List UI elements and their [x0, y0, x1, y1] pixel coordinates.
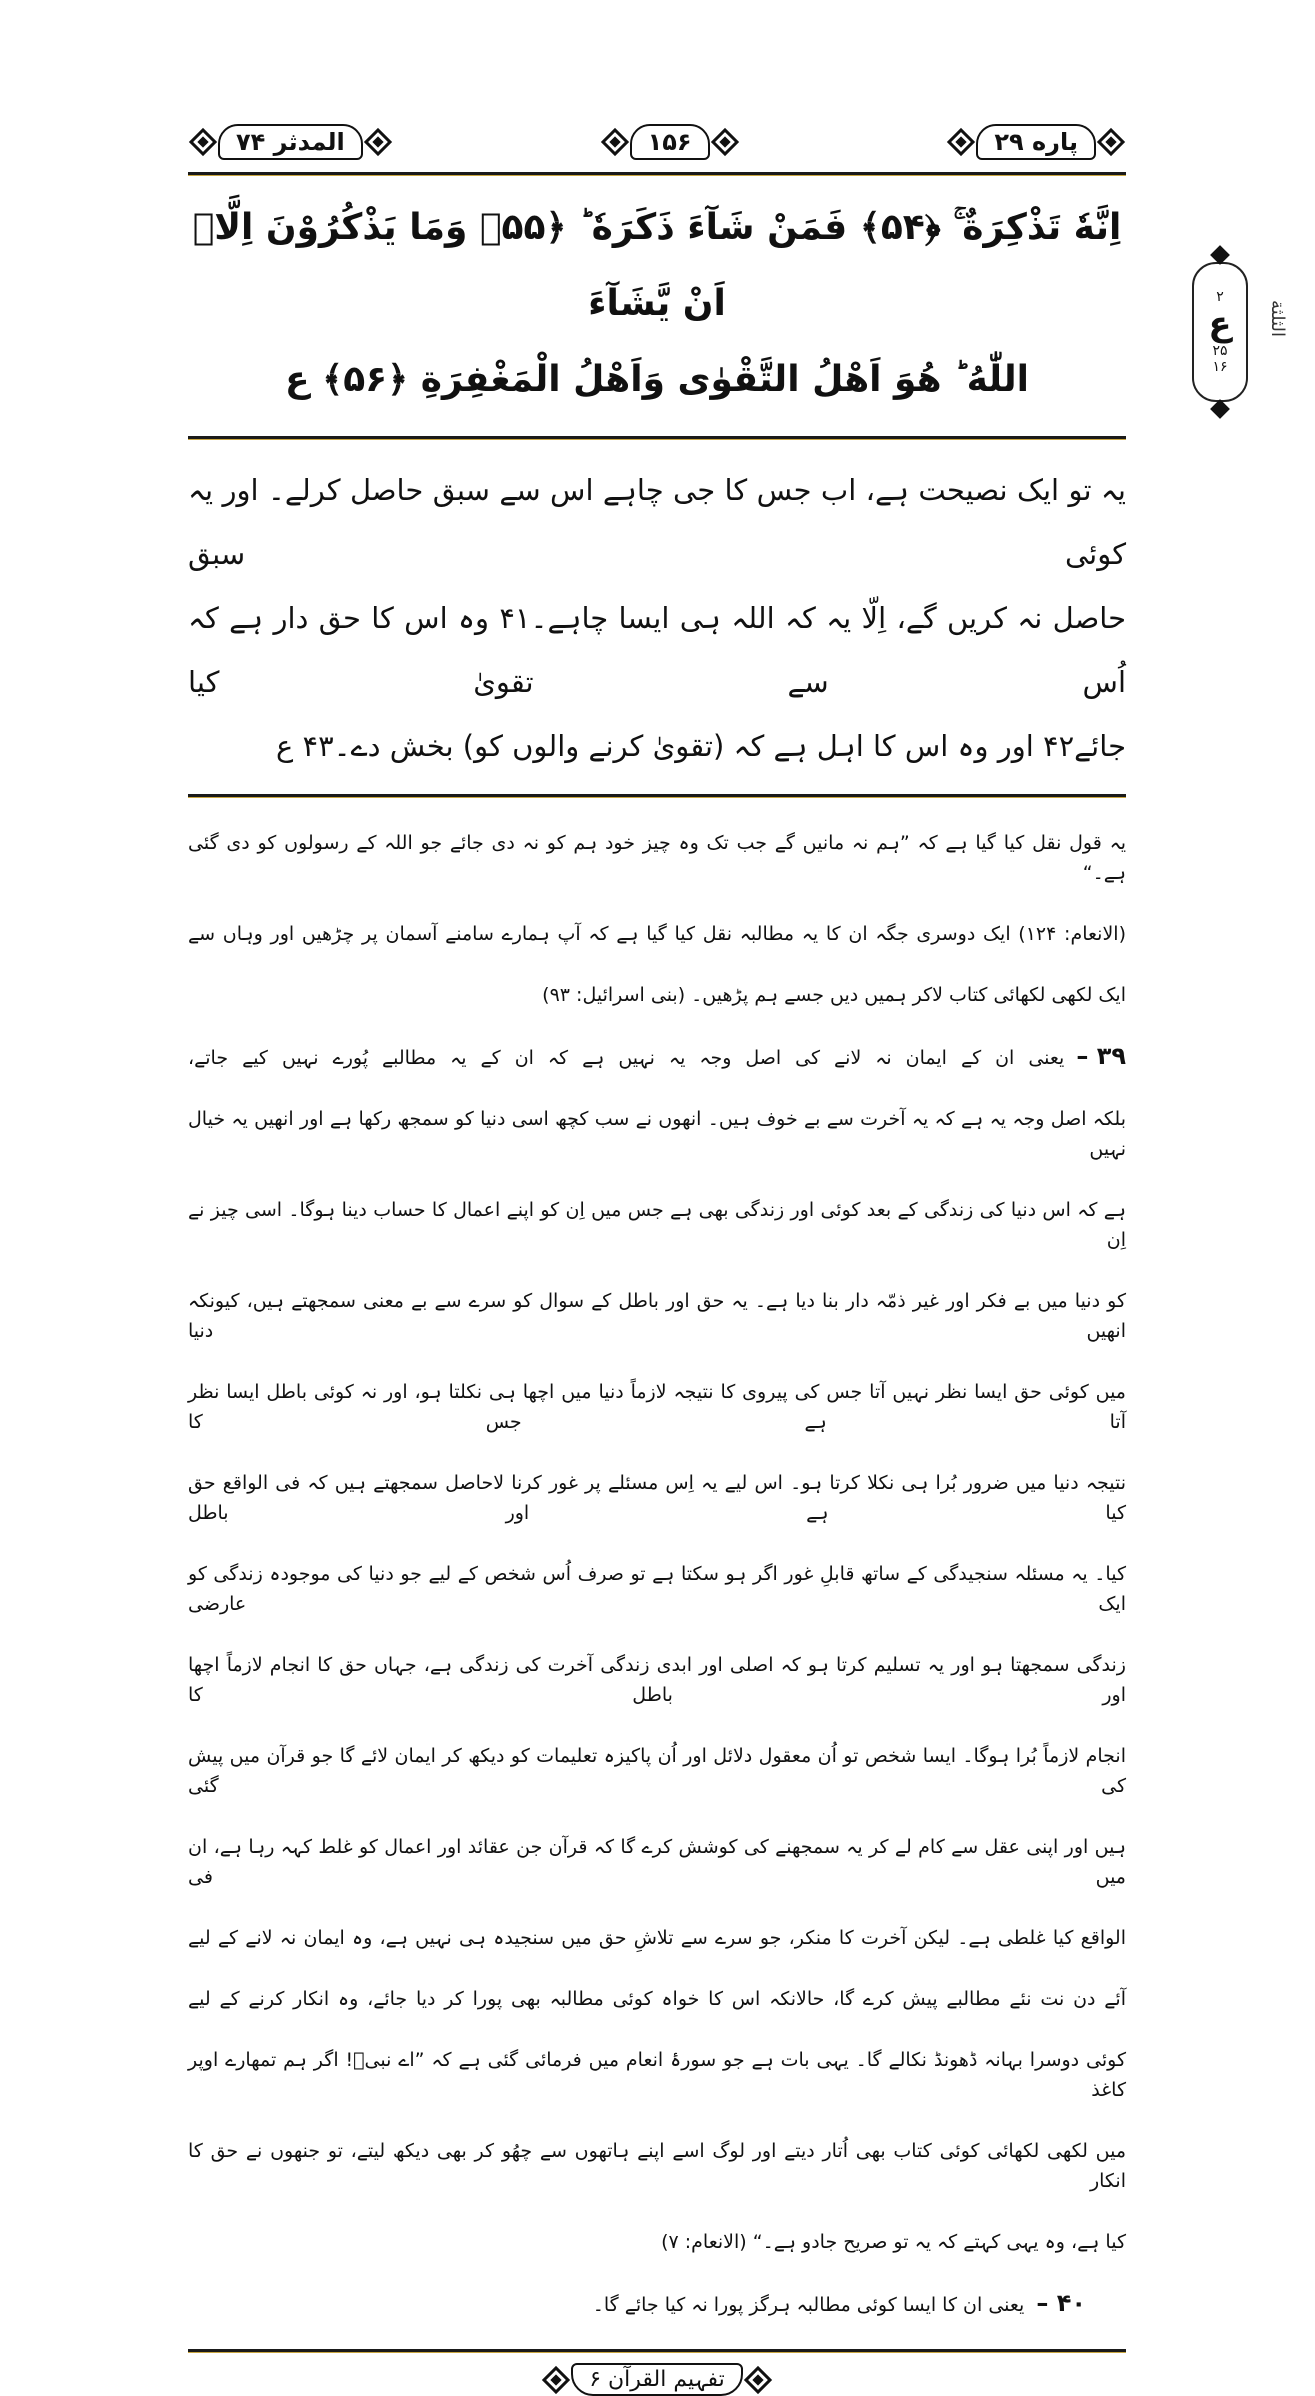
ornament-icon	[363, 127, 393, 157]
footnote-line: میں لکھی لکھائی کوئی کتاب بھی اُتار دیتے اور لوگ اسے اپنے ہاتھوں سے چھُو کر بھی دیکھ لیتے، تو جنھوں نے حق کا انکار	[188, 2140, 1126, 2192]
ornament-icon	[188, 127, 218, 157]
quarter-marker-label: الثلثة	[1267, 300, 1288, 337]
arabic-verses	[188, 176, 1126, 436]
footnote-39-first-line	[188, 1025, 1126, 1088]
translation-line: یہ تو ایک نصیحت ہے، اب جس کا جی چاہے اس سے سبق حاصل کرلے۔ اور یہ کوئی سبق	[188, 473, 1126, 571]
para-header	[946, 124, 1126, 160]
page-number: ۱۵۶	[630, 124, 710, 160]
footnote-line: کو دنیا میں بے فکر اور غیر ذمّہ دار بنا دیا ہے۔ یہ حق اور باطل کے سوال کو سرے سے بے معنی سمجھتے ہیں، کیونکہ انھیں دنیا	[188, 1290, 1126, 1342]
page-number-header	[600, 124, 740, 160]
footnote-line: زندگی سمجھتا ہو اور یہ تسلیم کرتا ہو کہ اصلی اور ابدی زندگی آخرت کی زندگی ہے، جہاں حق کا انجام لازماً اچھا اور باطل کا	[188, 1654, 1126, 1706]
surah-label: المدثر ۷۴	[218, 124, 363, 160]
page-column	[188, 112, 1126, 2396]
footnote-line: (الانعام: ۱۲۴) ایک دوسری جگہ ان کا یہ مطالبہ نقل کیا گیا ہے کہ آپ ہمارے سامنے آسمان پر چڑھیں اور وہاں سے	[188, 923, 1126, 945]
arabic-verse-line: اِنَّهٗ تَذْكِرَةٌ ۚ ﴿۵۴﴾ فَمَنْ شَآءَ ذَكَرَهٗ ؕ ﴿۵۵﴾ وَمَا يَذْكُرُوْنَ اِلَّاۤ اَنْ يَّشَآءَ	[192, 207, 1122, 324]
ruku-top-number: ۲	[1216, 289, 1224, 305]
ornament-icon	[946, 127, 976, 157]
footnote-line: یعنی ان کے ایمان نہ لانے کی اصل وجہ یہ نہیں ہے کہ ان کے یہ مطالبے پُورے نہیں کیے جاتے،	[188, 1047, 1065, 1069]
footer	[188, 2353, 1126, 2396]
footnote-line: کیا۔ یہ مسئلہ سنجیدگی کے ساتھ قابلِ غور اگر ہو سکتا ہے تو صرف اُس شخص کے لیے جو دنیا کی موجودہ زندگی کو ایک عارضی	[188, 1563, 1126, 1615]
footnote-line: میں کوئی حق ایسا نظر نہیں آتا جس کی پیروی کا نتیجہ لازماً دنیا میں اچھا ہی نکلتا ہو، اور نہ کوئی باطل ایسا نظر آتا ہے جس کا	[188, 1381, 1126, 1433]
ornament-icon	[1096, 127, 1126, 157]
ruku-bottom-number: ۱۶	[1212, 359, 1228, 375]
footnote-line: یہ قول نقل کیا گیا ہے کہ ”ہم نہ مانیں گے جب تک وہ چیز خود ہم کو نہ دی جائے جو اللہ کے رسولوں کو دی گئی ہے۔“	[188, 832, 1126, 884]
translation-line: حاصل نہ کریں گے، اِلّا یہ کہ اللہ ہی ایسا چاہے۔۴۱ وہ اس کا حق دار ہے کہ اُس سے تقویٰ کیا	[188, 601, 1127, 699]
ornament-icon	[743, 2365, 773, 2395]
footnote-number: ۳۹ –	[1076, 1042, 1126, 1070]
footnotes	[188, 798, 1126, 2349]
footnote-line: آئے دن نت نئے مطالبے پیش کرے گا، حالانکہ اس کا خواہ کوئی مطالبہ بھی پورا کر دیا جائے، وہ انکار کرنے کے لیے	[188, 1988, 1126, 2010]
footnote-line: کیا ہے، وہ یہی کہتے کہ یہ تو صریح جادو ہے۔“ (الانعام: ۷)	[661, 2231, 1126, 2253]
arabic-verse-line: اللّٰهُ ؕ هُوَ اَهْلُ التَّقْوٰى وَاَهْلُ الْمَغْفِرَةِ ﴿۵۶﴾ ع	[284, 359, 1030, 400]
ruku-middle-number: ۲۵	[1212, 343, 1228, 359]
ornament-icon	[710, 127, 740, 157]
footnote-line: ہے کہ اس دنیا کی زندگی کے بعد کوئی اور زندگی بھی ہے جس میں اِن کو اپنے اعمال کا حساب دینا ہوگا۔ اسی چیز نے اِن	[188, 1199, 1126, 1251]
running-header	[188, 112, 1126, 172]
ruku-marker	[1192, 262, 1248, 402]
footnote-number: ۴۰ –	[1036, 2289, 1086, 2317]
surah-header	[188, 124, 393, 160]
footnote-line: بلکہ اصل وجہ یہ ہے کہ یہ آخرت سے بے خوف ہیں۔ انھوں نے سب کچھ اسی دنیا کو سمجھ رکھا ہے اور انھیں یہ خیال نہیں	[188, 1108, 1126, 1160]
para-label: پاره ۲۹	[976, 124, 1096, 160]
footnote-40	[188, 2272, 1126, 2335]
ornament-icon	[541, 2365, 571, 2395]
footnote-line: نتیجہ دنیا میں ضرور بُرا ہی نکلا کرتا ہو۔ اس لیے یہ اِس مسئلے پر غور کرنا لاحاصل سمجھتے ہیں کہ فی الواقع حق کیا ہے اور باطل	[188, 1472, 1126, 1524]
translation	[188, 440, 1126, 794]
translation-line: جائے۴۲ اور وہ اس کا اہل ہے کہ (تقویٰ کرنے والوں کو) بخش دے۔۴۳ ع	[275, 729, 1126, 763]
ornament-icon	[600, 127, 630, 157]
footnote-line: انجام لازماً بُرا ہوگا۔ ایسا شخص تو اُن معقول دلائل اور اُن پاکیزہ تعلیمات کو دیکھ کر ایمان لائے گا جو قرآن میں پیش کی گئی	[188, 1745, 1126, 1797]
book-title: تفہیم القرآن ۶	[571, 2363, 743, 2396]
footnote-line: ہیں اور اپنی عقل سے کام لے کر یہ سمجھنے کی کوشش کرے گا کہ قرآن جن عقائد اور اعمال کو غلط کہہ رہا ہے، ان میں فی	[188, 1836, 1126, 1888]
footnote-line: الواقع کیا غلطی ہے۔ لیکن آخرت کا منکر، جو سرے سے تلاشِ حق میں سنجیدہ ہی نہیں ہے، وہ ایمان نہ لانے کے لیے	[188, 1927, 1126, 1949]
ruku-letter: ع	[1208, 304, 1232, 344]
footnote-line: ایک لکھی لکھائی کتاب لاکر ہمیں دیں جسے ہم پڑھیں۔ (بنی اسرائیل: ۹۳)	[542, 984, 1126, 1006]
footnote-line: یعنی ان کا ایسا کوئی مطالبہ ہرگز پورا نہ کیا جائے گا۔	[592, 2294, 1025, 2316]
footnote-line: کوئی دوسرا بہانہ ڈھونڈ نکالے گا۔ یہی بات ہے جو سورۂ انعام میں فرمائی گئی ہے کہ ”اے نبیؐ! اگر ہم تمھارے اوپر کاغذ	[188, 2049, 1126, 2101]
